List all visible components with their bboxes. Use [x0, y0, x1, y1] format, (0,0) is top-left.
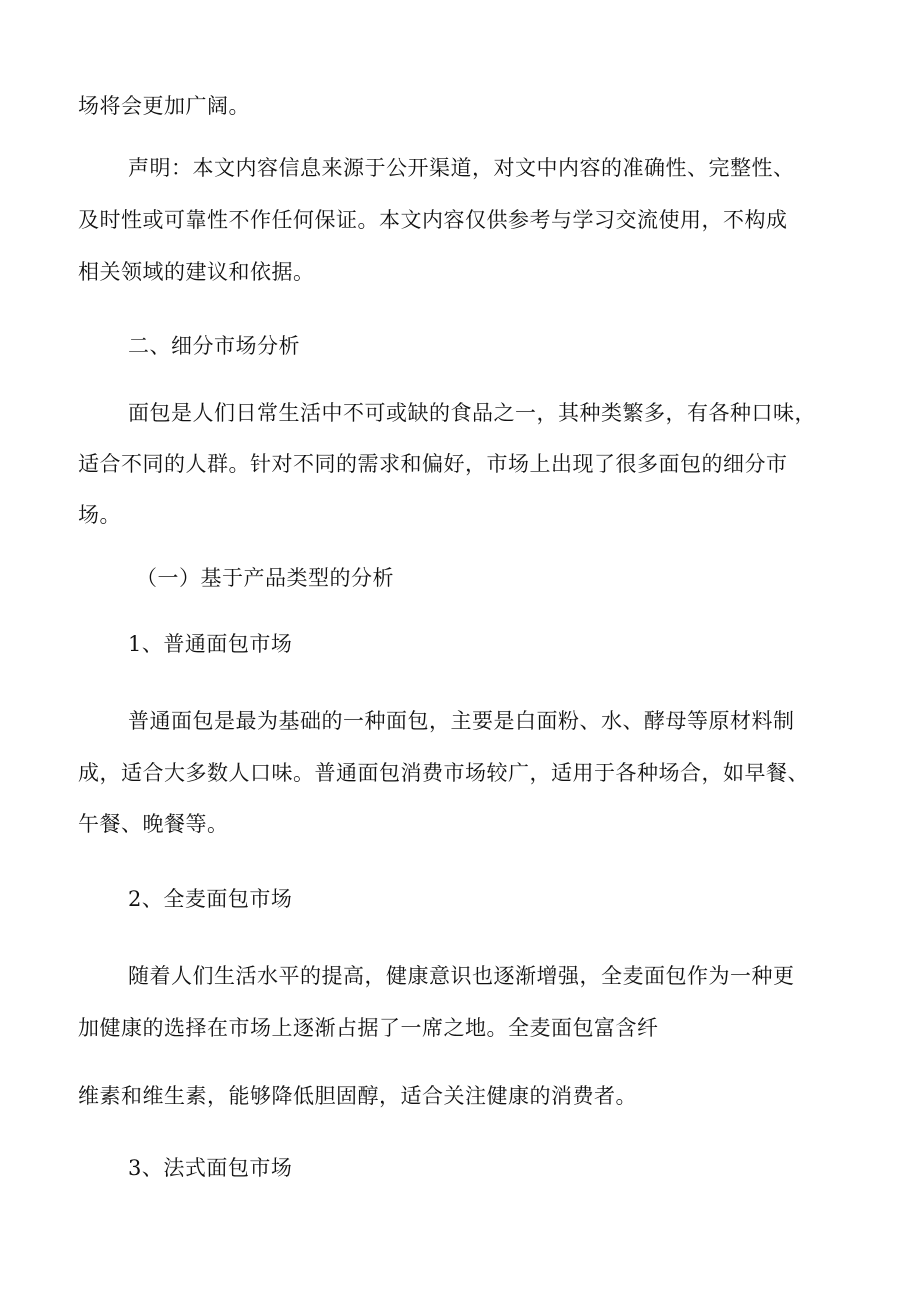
item-2-line-3: 维素和维生素，能够降低胆固醇，适合关注健康的消费者。: [78, 1084, 637, 1108]
item-1-line-2: 成，适合大多数人口味。普通面包消费市场较广，适用于各种场合，如早餐、: [78, 761, 809, 785]
subsection-heading: （一）基于产品类型的分析: [136, 566, 394, 590]
item-2-line-1: 随着人们生活水平的提高，健康意识也逐渐增强，全麦面包作为一种更: [128, 964, 795, 988]
intro-tail-line-1: 场将会更加广阔。: [78, 94, 250, 118]
item-1-line-1: 普通面包是最为基础的一种面包，主要是白面粉、水、酵母等原材料制: [128, 709, 795, 733]
disclaimer-line-1: 声明：本文内容信息来源于公开渠道，对文中内容的准确性、完整性、: [128, 156, 795, 180]
disclaimer-line-2: 及时性或可靠性不作任何保证。本文内容仅供参考与学习交流使用，不构成: [78, 208, 788, 232]
section-intro-line-2: 适合不同的人群。针对不同的需求和偏好，市场上出现了很多面包的细分市: [78, 452, 788, 476]
disclaimer-line-3: 相关领域的建议和依据。: [78, 260, 315, 284]
section-intro-line-1: 面包是人们日常生活中不可或缺的食品之一，其种类繁多，有各种口味，: [128, 401, 816, 425]
section-heading: 二、细分市场分析: [128, 334, 300, 358]
item-3-heading: 3、法式面包市场: [128, 1156, 293, 1180]
item-1-heading: 1、普通面包市场: [128, 632, 293, 656]
item-1-line-3: 午餐、晚餐等。: [78, 812, 229, 836]
item-2-heading: 2、全麦面包市场: [128, 887, 293, 911]
section-intro-line-3: 场。: [78, 503, 121, 527]
item-2-line-2: 加健康的选择在市场上逐渐占据了一席之地。全麦面包富含纤: [78, 1016, 659, 1040]
